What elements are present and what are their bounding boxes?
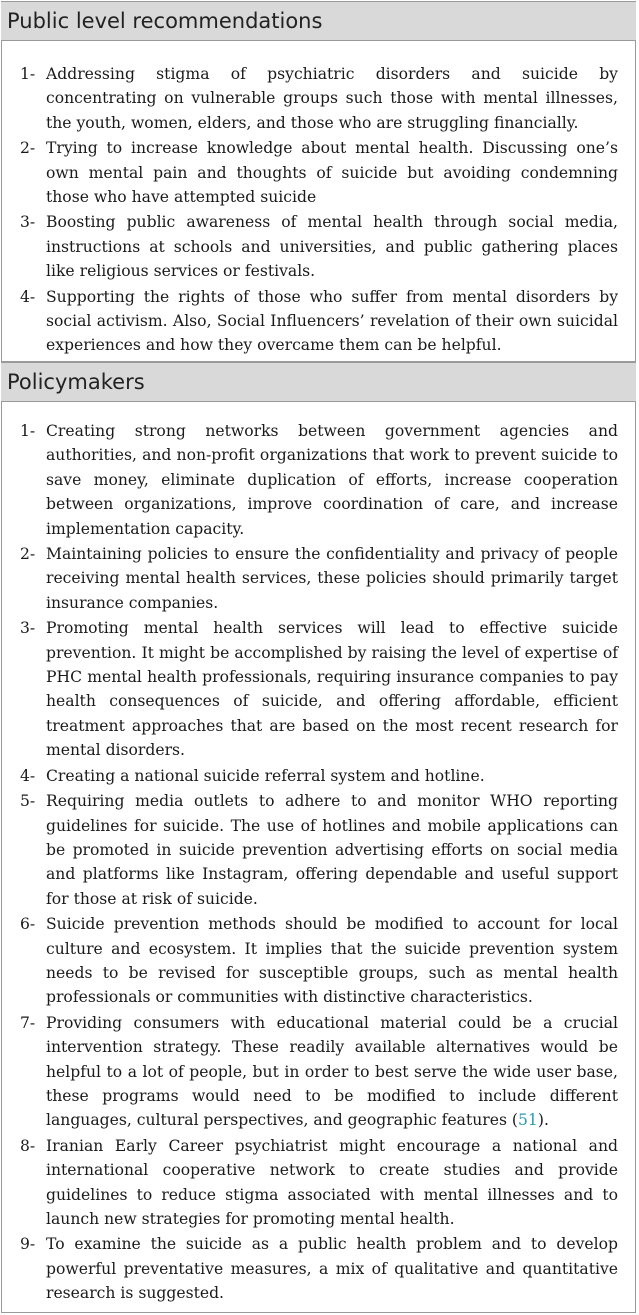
list-item bbox=[20, 136, 618, 209]
item-number: 9- bbox=[20, 1235, 36, 1254]
item-text: Maintaining policies to ensure the confidentiality and privacy of people receiving mental health services, these policies should primarily target insurance companies. bbox=[46, 545, 618, 612]
item-number: 5- bbox=[20, 792, 36, 811]
public-level-heading: Public level recommendations bbox=[1, 1, 636, 41]
item-text: Promoting mental health services will lead to effective suicide prevention. It might be accomplished by raising the level of expertise of PHC mental health professionals, requiring insurance companies to pay health consequences of suicide, and offering affordable, efficient treatment approaches that are based on the most recent research for mental disorders. bbox=[46, 619, 618, 760]
policymakers-heading: Policymakers bbox=[1, 362, 636, 402]
list-item bbox=[20, 1232, 618, 1305]
list-item bbox=[20, 1134, 618, 1232]
item-text: Boosting public awareness of mental health through social media, instructions at schools and universities, and public gathering places like religious services or festivals. bbox=[46, 213, 618, 281]
item-number: 2- bbox=[20, 545, 36, 564]
policymakers-list bbox=[20, 419, 618, 1307]
item-text: To examine the suicide as a public health problem and to develop powerful preventative measures, a mix of qualitative and quantitative research is suggested. bbox=[46, 1235, 618, 1303]
item-number: 7- bbox=[20, 1013, 36, 1032]
item-text: Addressing stigma of psychiatric disorders and suicide by concentrating on vulnerable groups such those with mental illnesses, the youth, women, elders, and those who are struggling financially. bbox=[46, 65, 618, 132]
list-item bbox=[20, 210, 618, 283]
item-text: Creating a national suicide referral system and hotline. bbox=[46, 766, 485, 785]
item-text: Iranian Early Career psychiatrist might encourage a national and international cooperative network to create studies and provide guidelines to reduce stigma associated with mental illnesses and to launch new strategies for promoting mental health. bbox=[46, 1136, 618, 1228]
item-text: Trying to increase knowledge about mental health. Discussing one’s own mental pain and thoughts of suicide but avoiding condemning those who have attempted suicide bbox=[46, 139, 618, 207]
item-number: 4- bbox=[20, 766, 36, 785]
list-item bbox=[20, 419, 618, 541]
item-number: 8- bbox=[20, 1136, 36, 1155]
item-number: 6- bbox=[20, 915, 36, 934]
list-item bbox=[20, 912, 618, 1010]
item-number: 3- bbox=[20, 619, 36, 638]
item-number: 1- bbox=[20, 65, 36, 83]
item-text: Providing consumers with educational material could be a crucial intervention strategy. These readily available alternatives would be helpful to a lot of people, but in order to best serve the wide user base, these programs would need to be modified to include different languages, cultural perspectives, and geographic features ( bbox=[46, 1013, 618, 1130]
list-item bbox=[20, 616, 618, 762]
item-number: 4- bbox=[20, 287, 36, 306]
reference-link[interactable]: 51 bbox=[518, 1111, 538, 1130]
list-item bbox=[20, 285, 618, 358]
item-text-tail: ). bbox=[537, 1111, 549, 1130]
list-item bbox=[20, 542, 618, 615]
public-level-list bbox=[20, 62, 618, 359]
list-item bbox=[20, 62, 618, 135]
item-number: 2- bbox=[20, 139, 36, 158]
item-text: Requiring media outlets to adhere to and monitor WHO reporting guidelines for suicide. The use of hotlines and mobile applications can be promoted in suicide prevention advertising efforts on social media and platforms like Instagram, offering dependable and useful support for those at risk of suicide. bbox=[46, 792, 618, 908]
list-item bbox=[20, 1011, 618, 1133]
list-item bbox=[20, 764, 618, 788]
item-text: Supporting the rights of those who suffer from mental disorders by social activism. Also, Social Influencers’ revelation of their own suicidal experiences and how they overcame them can be helpful. bbox=[46, 287, 618, 355]
item-number: 1- bbox=[20, 422, 36, 440]
list-item bbox=[20, 789, 618, 911]
item-text: Creating strong networks between government agencies and authorities, and non-profit organizations that work to prevent suicide to save money, eliminate duplication of efforts, increase cooperation between organizations, improve coordination of care, and increase implementation capacity. bbox=[46, 422, 618, 538]
item-number: 3- bbox=[20, 213, 36, 232]
item-text: Suicide prevention methods should be modified to account for local culture and ecosystem. It implies that the suicide prevention system needs to be revised for susceptible groups, such as mental health professionals or communities with distinctive characteristics. bbox=[46, 915, 618, 1007]
